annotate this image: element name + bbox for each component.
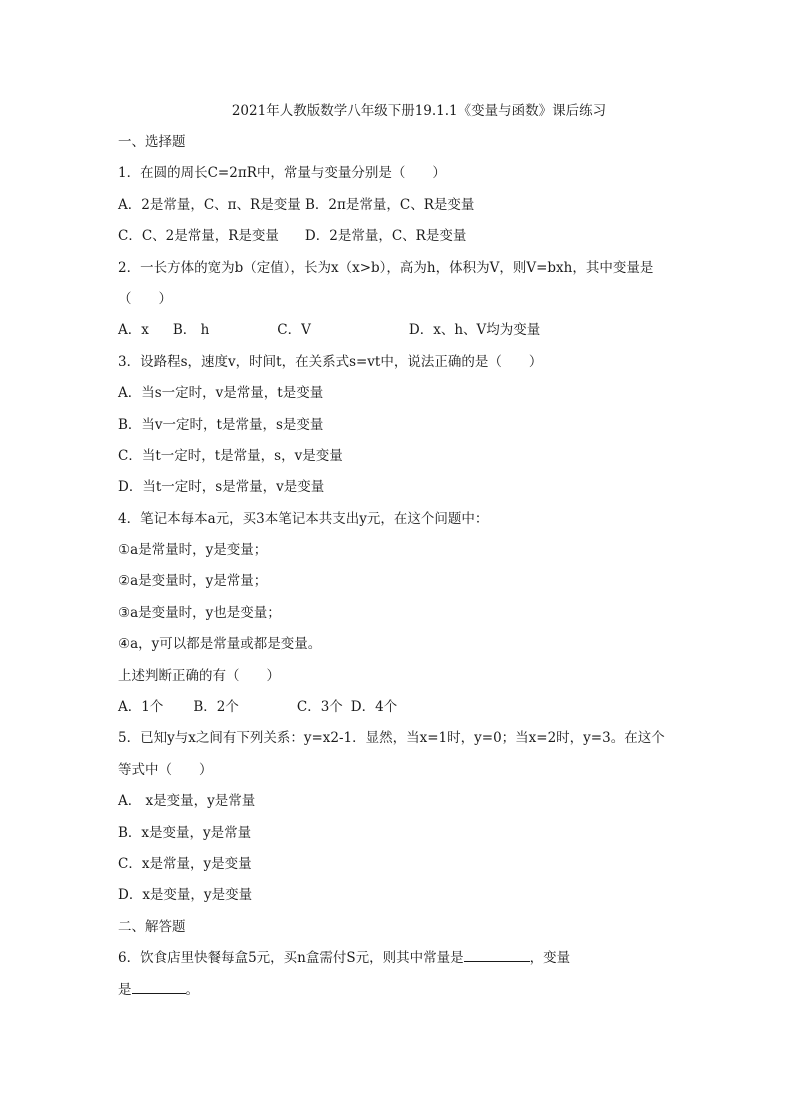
- question-4-ask: 上述判断正确的有（ ）: [118, 667, 280, 684]
- question-1-options-row-1: A．2是常量，C、π、R是变量 B．2π是常量，C、R是变量: [118, 196, 475, 213]
- question-4-options: [118, 696, 700, 718]
- question-6-blank-constant: [464, 947, 530, 962]
- question-4-statement-4: ④a，y可以都是常量或都是变量。: [118, 636, 322, 653]
- question-2-option-d: D．x、h、V均为变量: [408, 322, 541, 339]
- question-4-statement-1: ①a是常量时，y是变量；: [118, 542, 268, 559]
- section-heading-answer: 二、解答题: [118, 918, 186, 935]
- question-2-options: [118, 319, 700, 341]
- question-1-option-d: D．2是常量，C、R是变量: [304, 228, 467, 245]
- question-4-option-a: A．1个: [118, 699, 164, 716]
- question-6-blank-variable: [132, 979, 186, 994]
- question-6-text-part-3: 是: [118, 981, 132, 998]
- question-6-text-part-2: ，变量: [529, 950, 571, 967]
- question-4-stem: 4．笔记本每本a元，买3本笔记本共支出y元，在这个问题中：: [118, 510, 489, 527]
- question-4-statement-3: ③a是变量时，y也是变量；: [118, 604, 281, 621]
- question-2-option-b: B． h: [172, 322, 210, 339]
- question-6-text-part-1: 6．饮食店里快餐每盒5元，买n盒需付S元，则其中常量是: [118, 950, 464, 967]
- question-4-option-c: C．3个: [296, 699, 343, 716]
- question-6-stem-line-2: [118, 979, 700, 1001]
- question-5-stem-line-1: 5．已知y与x之间有下列关系：y=x2-1．显然，当x=1时，y=0；当x=2时，y=3。在这个: [118, 730, 665, 747]
- question-4-option-b: B．2个: [193, 699, 239, 716]
- question-1-options-row-2: [118, 225, 700, 247]
- question-2-stem-line-1: 2．一长方体的宽为b（定值），长为x（x>b），高为h，体积为V，则V=bxh，其中变量是: [118, 259, 654, 276]
- question-2-stem-line-2: （ ）: [118, 290, 172, 307]
- section-heading-choice: 一、选择题: [118, 134, 186, 150]
- question-3-option-b: B．当v一定时，t是常量，s是变量: [118, 416, 324, 433]
- question-5-option-a: A． x是变量，y是常量: [118, 793, 256, 810]
- question-5-option-b: B．x是变量，y是常量: [118, 824, 252, 841]
- question-3-option-c: C．当t一定时，t是常量，s，v是变量: [118, 447, 343, 464]
- question-2-option-a: A．x: [118, 322, 149, 339]
- question-6-text-part-4: 。: [185, 981, 199, 998]
- question-4-option-d: D．4个: [350, 699, 398, 716]
- question-5-option-d: D．x是变量，y是变量: [118, 887, 253, 904]
- question-1-stem: 1．在圆的周长C=2πR中，常量与变量分别是（ ）: [118, 165, 446, 182]
- question-5-stem-line-2: 等式中（ ）: [118, 761, 213, 778]
- question-3-option-d: D．当t一定时，s是常量，v是变量: [118, 479, 325, 496]
- question-1-option-c: C．C、2是常量，R是变量: [118, 228, 279, 245]
- question-4-statement-2: ②a是变量时，y是常量；: [118, 573, 268, 590]
- question-3-stem: 3．设路程s，速度v，时间t，在关系式s=vt中，说法正确的是（ ）: [118, 353, 543, 370]
- question-5-option-c: C．x是常量，y是变量: [118, 855, 252, 872]
- question-6-stem-line-1: [118, 947, 700, 969]
- question-3-option-a: A．当s一定时，v是常量，t是变量: [118, 385, 324, 402]
- document-title: 2021年人教版数学八年级下册19.1.1《变量与函数》课后练习: [231, 103, 607, 119]
- question-2-option-c: C．V: [277, 322, 311, 339]
